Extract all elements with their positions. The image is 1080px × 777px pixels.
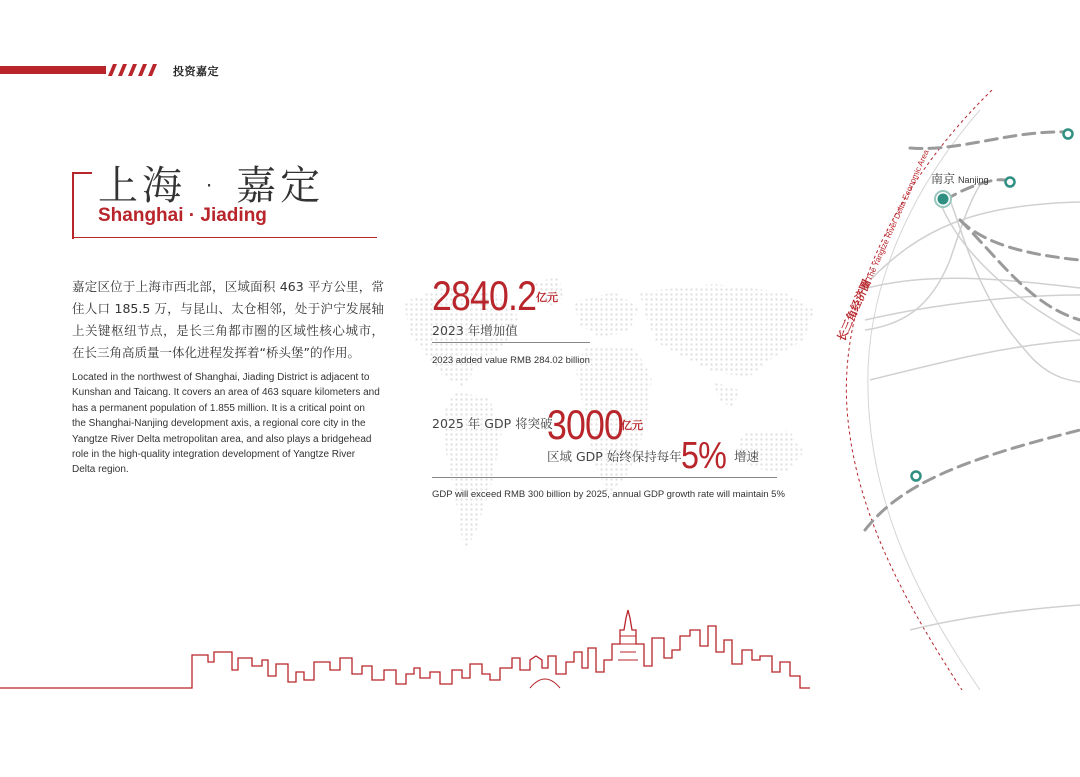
gdp-target-prefix: 2025 年 GDP 将突破 <box>432 416 553 431</box>
gdp-en: GDP will exceed RMB 300 billion by 2025, annual GDP growth rate will maintain 5% <box>432 489 785 500</box>
added-value-caption: 2023 年增加值 <box>432 323 518 338</box>
header-accent-bar <box>0 66 106 74</box>
title-bracket <box>72 172 74 239</box>
added-value-unit: 亿元 <box>536 291 558 304</box>
added-value-figure: 2840.2 <box>432 272 537 319</box>
region-label: 长三角经济圈 <box>834 277 874 344</box>
city-skyline-illustration <box>0 600 810 700</box>
region-label-en: / The Yangtze River Delta Economic Area <box>862 148 931 287</box>
growth-suffix: 增速 <box>734 449 760 464</box>
section-title: 投资嘉定 <box>173 65 219 78</box>
intro-text-cn: 嘉定区位于上海市西北部，区域面积 463 平方公里，常住人口 185.5 万，与昆山、太仓相邻，处于沪宁发展轴上关键枢纽节点，是长三角都市圈的区域性核心城市，在长三角高质量一体化进程发挥着“桥头堡”的作用。 <box>72 279 384 360</box>
growth-rate-figure: 5% <box>681 435 726 477</box>
title-bracket-top <box>72 172 92 174</box>
stat-divider <box>432 342 590 343</box>
added-value-en: 2023 added value RMB 284.02 billion <box>432 355 590 366</box>
stat-divider <box>432 477 777 478</box>
header-slash-stripes <box>104 64 164 76</box>
intro-text-en: Located in the northwest of Shanghai, Jiading District is adjacent to Kunshan and Taicang. It covers an area of 463 square kilometers and has a permanent population of 1.855 million. It is a critical point on the Shanghai-Nanjing development axis, a regional core city in the Yangtze River Delta metropolitan area, and also plays a bridgehead role in the high-quality integration development of Yangtze River Delta region. <box>72 372 380 476</box>
gdp-target-figure: 3000 <box>547 401 624 448</box>
title-underline <box>72 237 377 238</box>
gdp-target-unit: 亿元 <box>621 419 643 432</box>
page-title-en: Shanghai · Jiading <box>98 205 267 226</box>
page-title-cn: 上海 · 嘉定 <box>98 163 325 209</box>
growth-prefix: 区域 GDP 始终保持每年 <box>547 449 682 464</box>
city-label-nanjing: 南京 Nanjing <box>931 172 989 186</box>
